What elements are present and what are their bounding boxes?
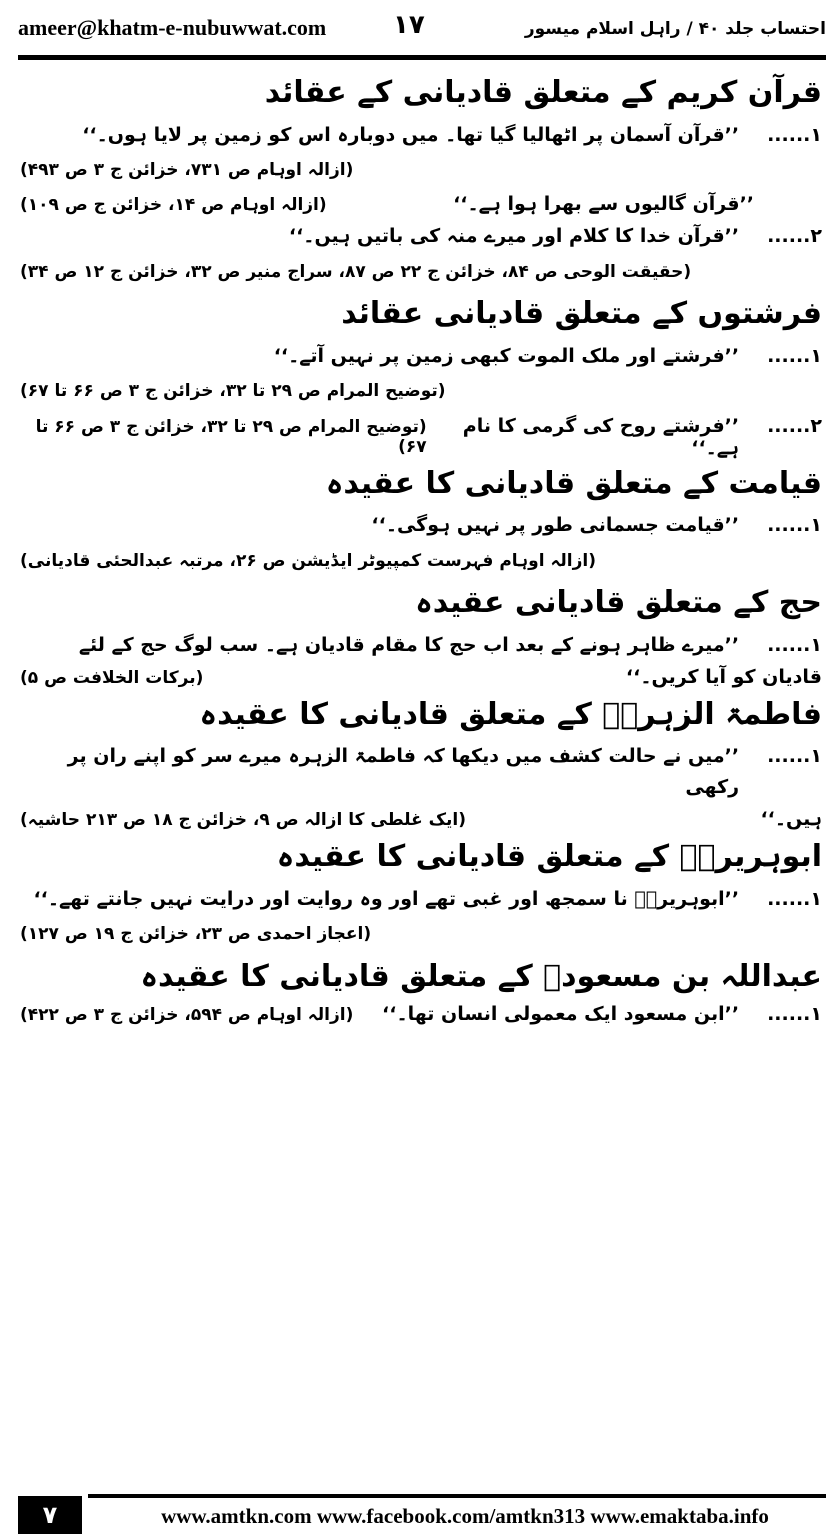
quote-text: ’’ابوہریرہؓ نا سمجھ اور غبی تھے اور وہ روایت اور درایت نہیں جانتے تھے۔‘‘ [33, 887, 740, 910]
quote-text-continued: قادیان کو آیا کریں۔‘‘ [625, 665, 822, 688]
section-qiyamat [20, 465, 822, 574]
item-number: ۲...... [767, 414, 822, 437]
item-number: ۱...... [767, 745, 822, 768]
footer-page-badge: ۷ [18, 1496, 82, 1534]
quote-item [382, 1003, 822, 1025]
quote-text: ’’فرشتے اور ملک الموت کبھی زمین پر نہیں آتے۔‘‘ [273, 344, 740, 367]
page-content [20, 70, 822, 1031]
quote-text: ’’قرآن خدا کا کلام اور میرے منہ کی باتیں ہیں۔‘‘ [288, 225, 740, 248]
reference: (برکات الخلافت ص ۵) [20, 667, 204, 688]
quote-item [20, 120, 822, 150]
reference: (ازالہ اوہام ص ۱۴، خزائن ج ص ۱۰۹) [20, 195, 327, 216]
section-quran [20, 74, 822, 285]
quote-text: ’’میرے ظاہر ہونے کے بعد اب حج کا مقام قادیان ہے۔ سب لوگ حج کے لئے [78, 633, 740, 656]
quote-with-reference [20, 1003, 822, 1025]
reference: (حقیقت الوحی ص ۸۴، خزائن ج ۲۲ ص ۸۷، سراج منیر ص ۳۲، خزائن ج ۱۲ ص ۳۴) [20, 261, 692, 282]
quote-text: ’’ابن مسعود ایک معمولی انسان تھا۔‘‘ [382, 1003, 740, 1026]
reference: (توضیح المرام ص ۲۹ تا ۳۲، خزائن ج ۳ ص ۶۶ تا ۶۷) [35, 416, 427, 457]
quote-continuation [20, 808, 822, 830]
quote-text: ’’فرشتے روح کی گرمی کا نام ہے۔‘‘ [462, 414, 740, 459]
quote-with-reference [20, 193, 822, 215]
quote-item [427, 415, 822, 459]
quote-text: ’’قرآن گالیوں سے بھرا ہوا ہے۔‘‘ [453, 193, 754, 216]
section-heading: ابوہریرہؓ کے متعلق قادیانی کا عقیدہ [276, 839, 822, 875]
section-abu-hurairah [20, 838, 822, 947]
item-number: ۱...... [767, 887, 822, 910]
item-number: ۲...... [767, 225, 822, 248]
reference: (ایک غلطی کا ازالہ ص ۹، خزائن ج ۱۸ ص ۲۱۳ حاشیہ) [20, 810, 466, 831]
header-rule [18, 55, 826, 60]
reference: (ازالہ اوہام ص ۵۹۴، خزائن ج ۳ ص ۴۲۲) [20, 1005, 354, 1026]
quote-item [20, 221, 822, 251]
section-fatima [20, 696, 822, 830]
reference: (اعجاز احمدی ص ۲۳، خزائن ج ۱۹ ص ۱۲۷) [20, 924, 372, 945]
item-number: ۱...... [767, 123, 822, 146]
item-number: ۱...... [767, 344, 822, 367]
footer-rule [88, 1494, 826, 1498]
section-heading: فاطمۃ الزہرہؓ کے متعلق قادیانی کا عقیدہ [199, 696, 822, 732]
reference: (توضیح المرام ص ۲۹ تا ۳۲، خزائن ج ۳ ص ۶۶ تا ۶۷) [20, 381, 446, 402]
reference: (ازالہ اوہام ص ۷۳۱، خزائن ج ۳ ص ۴۹۳) [20, 159, 354, 180]
quote-with-reference [20, 415, 822, 459]
page-header [18, 8, 826, 48]
quote-text: ’’میں نے حالت کشف میں دیکھا کہ فاطمۃ الزہرہ میرے سر کو اپنے ران پر رکھی [67, 745, 740, 798]
quote-item [20, 341, 822, 371]
section-ibn-masud [20, 958, 822, 1026]
section-heading: قیامت کے متعلق قادیانی کا عقیدہ [325, 465, 822, 501]
section-heading: فرشتوں کے متعلق قادیانی عقائد [341, 296, 822, 332]
quote-item [20, 630, 822, 660]
quote-text: ’’قرآن آسمان پر اٹھالیا گیا تھا۔ میں دوبارہ اس کو زمین پر لایا ہوں۔‘‘ [82, 123, 740, 146]
section-heading: حج کے متعلق قادیانی عقیدہ [415, 585, 822, 621]
item-number: ۱...... [767, 1003, 822, 1026]
section-hajj [20, 584, 822, 688]
quote-item [20, 510, 822, 540]
item-number: ۱...... [767, 633, 822, 656]
section-heading: عبداللہ بن مسعودؓ کے متعلق قادیانی کا عقیدہ [140, 958, 822, 994]
page-footer [18, 1494, 826, 1534]
quote-text-continued: ہیں۔‘‘ [760, 808, 822, 831]
quote-text: ’’قیامت جسمانی طور پر نہیں ہوگی۔‘‘ [371, 514, 740, 537]
quote-continuation [20, 666, 822, 688]
section-heading: قرآن کریم کے متعلق قادیانی کے عقائد [264, 75, 822, 110]
item-number: ۱...... [767, 514, 822, 537]
header-book-title: احتساب جلد ۴۰ / راہل اسلام میسور [524, 18, 826, 39]
header-page-number: ۱۷ [393, 10, 425, 40]
quote-item [20, 741, 822, 802]
header-email: ameer@khatm-e-nubuwwat.com [18, 15, 327, 40]
quote-item [20, 884, 822, 914]
section-angels [20, 295, 822, 458]
reference: (ازالہ اوہام فہرست کمپیوٹر ایڈیشن ص ۲۶، مرتبہ عبدالحئی قادیانی) [20, 550, 597, 571]
footer-links: www.amtkn.com www.facebook.com/amtkn313 www.emaktaba.info [161, 1504, 769, 1528]
